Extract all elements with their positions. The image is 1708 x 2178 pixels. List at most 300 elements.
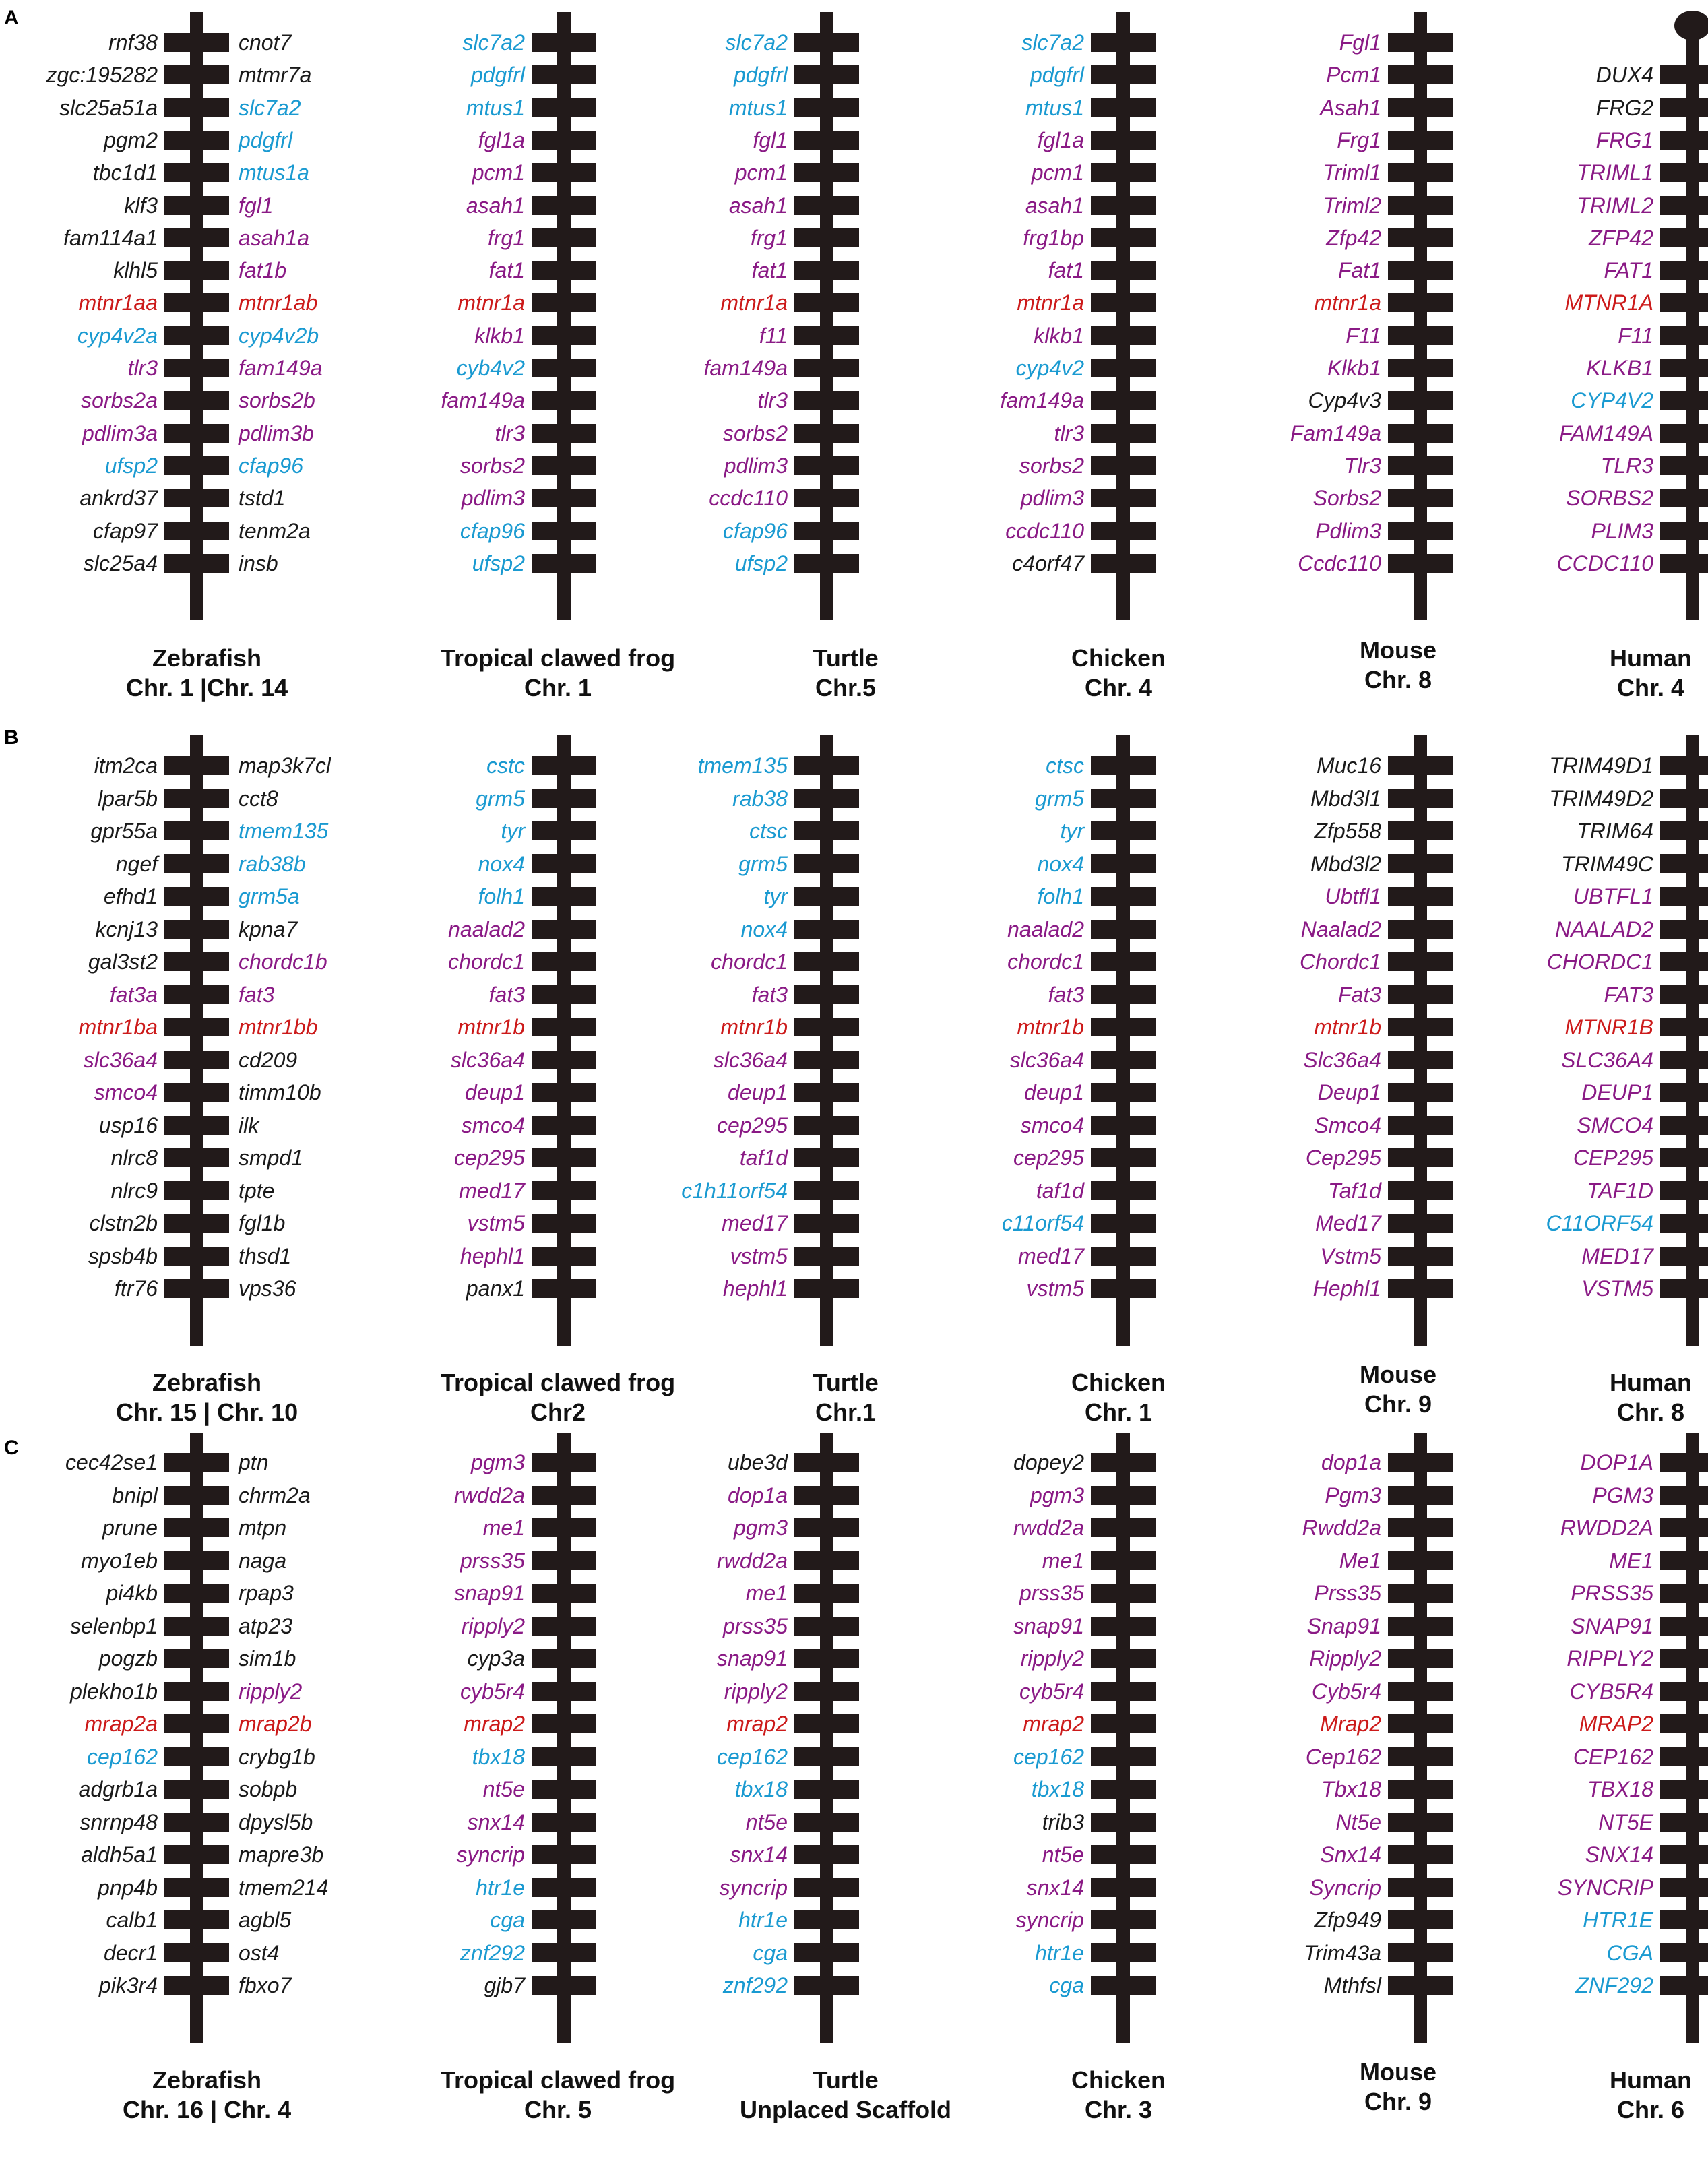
gene-label: mrap2a — [84, 1712, 158, 1736]
gene-block — [1660, 1247, 1708, 1266]
gene-block — [532, 131, 596, 150]
gene-block — [532, 1453, 596, 1472]
gene-block — [1091, 131, 1156, 150]
gene-block — [1388, 920, 1453, 939]
species-label: Zebrafish — [152, 644, 262, 672]
gene-label: naalad2 — [448, 916, 525, 941]
gene-label: fat3 — [751, 982, 788, 1007]
gene-label: naalad2 — [1007, 916, 1084, 941]
gene-block — [794, 1584, 859, 1603]
gene-label: CGA — [1606, 1940, 1653, 1965]
gene-label: znf292 — [722, 1973, 788, 1997]
gene-block — [1388, 1247, 1453, 1266]
gene-block — [532, 1747, 596, 1766]
gene-label: rnf38 — [108, 30, 158, 55]
gene-block — [1388, 196, 1453, 215]
gene-label: clstn2b — [89, 1211, 158, 1235]
gene-block — [532, 920, 596, 939]
gene-label: nox4 — [740, 916, 788, 941]
gene-block — [794, 756, 859, 775]
gene-label: Zfp558 — [1314, 819, 1381, 843]
gene-label: cep162 — [1013, 1744, 1084, 1769]
gene-label: fat1b — [239, 258, 287, 283]
gene-label: Nt5e — [1335, 1809, 1381, 1834]
gene-label: klhl5 — [113, 258, 158, 283]
gene-label: chordc1 — [448, 950, 525, 974]
gene-label: ptn — [239, 1450, 269, 1474]
gene-label: FAT1 — [1604, 258, 1653, 283]
gene-label: Rwdd2a — [1302, 1516, 1381, 1540]
gene-block — [164, 163, 229, 182]
gene-label: tyr — [1060, 819, 1084, 843]
gene-label: fam114a1 — [63, 225, 158, 250]
gene-block — [1388, 756, 1453, 775]
gene-block — [1660, 228, 1708, 247]
gene-label: slc36a4 — [450, 1047, 525, 1072]
gene-block — [1388, 293, 1453, 312]
gene-label: Tbx18 — [1321, 1777, 1381, 1801]
species-label: Turtle — [813, 644, 879, 672]
gene-block — [1091, 326, 1156, 345]
gene-block — [1660, 1910, 1708, 1929]
gene-block — [1091, 1878, 1156, 1897]
gene-label: SMCO4 — [1577, 1113, 1653, 1138]
gene-block — [532, 359, 596, 377]
gene-label: cyp3a — [467, 1646, 525, 1671]
gene-label: TAF1D — [1587, 1178, 1653, 1203]
gene-block — [532, 1148, 596, 1167]
gene-label: sobpb — [239, 1777, 298, 1801]
gene-label: rwdd2a — [1013, 1516, 1084, 1540]
gene-label: fgl1 — [239, 193, 274, 218]
chromosome-label: Unplaced Scaffold — [740, 2096, 952, 2123]
gene-block — [1091, 196, 1156, 215]
gene-block — [1091, 1051, 1156, 1069]
species-label: Chicken — [1071, 644, 1166, 672]
gene-block — [164, 1148, 229, 1167]
gene-block — [1660, 1214, 1708, 1233]
gene-label: fgl1a — [478, 127, 525, 152]
panel-letter: C — [4, 1437, 19, 1459]
gene-block — [1091, 1714, 1156, 1733]
gene-block — [1091, 456, 1156, 475]
gene-block — [1091, 1551, 1156, 1570]
gene-label: cyp4v2 — [1015, 356, 1084, 380]
gene-label: Cyp4v3 — [1308, 388, 1381, 413]
gene-block — [532, 1247, 596, 1266]
gene-block — [164, 98, 229, 117]
gene-label: slc36a4 — [1009, 1047, 1084, 1072]
gene-block — [1091, 1279, 1156, 1298]
gene-block — [1091, 1682, 1156, 1701]
gene-label: klkb1 — [474, 323, 525, 348]
gene-label: Hephl1 — [1312, 1276, 1381, 1301]
gene-block — [532, 1051, 596, 1069]
gene-block — [532, 1018, 596, 1036]
gene-label: Mbd3l2 — [1310, 851, 1381, 876]
gene-block — [1388, 131, 1453, 150]
gene-block — [164, 424, 229, 443]
gene-block — [1388, 1181, 1453, 1200]
gene-block — [532, 952, 596, 971]
gene-block — [532, 489, 596, 507]
gene-label: nlrc8 — [110, 1146, 158, 1170]
gene-block — [164, 789, 229, 808]
gene-block — [1388, 1813, 1453, 1832]
gene-block — [1660, 1943, 1708, 1962]
gene-block — [1660, 554, 1708, 573]
species-label: Human — [1610, 644, 1693, 672]
gene-block — [164, 1714, 229, 1733]
gene-label: ftr76 — [114, 1276, 158, 1301]
gene-label: C11ORF54 — [1546, 1211, 1653, 1235]
chromosome-label: Chr. 15 | Chr. 10 — [116, 1398, 298, 1426]
gene-label: tlr3 — [495, 421, 525, 445]
gene-label: mtnr1aa — [78, 290, 158, 315]
gene-block — [794, 821, 859, 840]
gene-block — [164, 1878, 229, 1897]
gene-block — [794, 952, 859, 971]
gene-block — [1388, 1018, 1453, 1036]
gene-block — [1388, 1148, 1453, 1167]
chromosome-label: Chr. 16 | Chr. 4 — [123, 2096, 292, 2123]
gene-block — [1388, 985, 1453, 1004]
gene-label: slc7a2 — [239, 95, 301, 120]
gene-label: fam149a — [1000, 388, 1084, 413]
gene-block — [1091, 1910, 1156, 1929]
gene-label: TRIML1 — [1577, 160, 1653, 185]
gene-label: slc7a2 — [1021, 30, 1084, 55]
gene-label: spsb4b — [88, 1243, 158, 1268]
gene-block — [1091, 1813, 1156, 1832]
gene-block — [532, 1518, 596, 1537]
gene-label: Zfp949 — [1314, 1908, 1381, 1932]
gene-block — [1388, 1486, 1453, 1505]
gene-block — [1091, 1486, 1156, 1505]
gene-block — [794, 1813, 859, 1832]
gene-label: atp23 — [239, 1613, 293, 1638]
gene-label: dop1a — [1321, 1450, 1381, 1474]
gene-label: htr1e — [476, 1875, 525, 1900]
gene-label: Triml2 — [1323, 193, 1381, 218]
gene-block — [1660, 293, 1708, 312]
gene-block — [532, 1845, 596, 1864]
gene-block — [1388, 1943, 1453, 1962]
gene-label: asah1 — [728, 193, 788, 218]
gene-label: F11 — [1618, 323, 1653, 348]
gene-block — [1660, 1780, 1708, 1799]
gene-label: htr1e — [738, 1908, 788, 1932]
gene-block — [1660, 131, 1708, 150]
gene-label: vstm5 — [730, 1243, 788, 1268]
chromosome-label: Chr. 8 — [1617, 1398, 1685, 1426]
gene-block — [1388, 98, 1453, 117]
gene-block — [1388, 1584, 1453, 1603]
gene-block — [1660, 1116, 1708, 1135]
gene-label: PGM3 — [1592, 1483, 1653, 1507]
gene-label: Me1 — [1339, 1548, 1381, 1573]
gene-block — [164, 1617, 229, 1636]
gene-label: mtus1a — [239, 160, 309, 185]
gene-label: klkb1 — [1034, 323, 1084, 348]
chromosome-label: Chr.5 — [815, 674, 877, 702]
gene-label: gjb7 — [484, 1973, 525, 1997]
gene-label: Deup1 — [1317, 1080, 1381, 1104]
gene-block — [794, 1551, 859, 1570]
chromosome-label: Chr. 1 — [1085, 1398, 1153, 1426]
gene-label: DUX4 — [1595, 63, 1653, 88]
gene-label: fat1 — [751, 258, 788, 283]
gene-block — [164, 293, 229, 312]
gene-block — [1091, 1780, 1156, 1799]
gene-label: pdlim3 — [461, 486, 525, 511]
gene-block — [794, 456, 859, 475]
gene-label: slc25a4 — [83, 551, 158, 575]
gene-block — [164, 854, 229, 873]
gene-block — [1091, 65, 1156, 84]
gene-block — [1388, 326, 1453, 345]
gene-block — [1388, 854, 1453, 873]
gene-label: smco4 — [94, 1080, 158, 1104]
gene-block — [164, 952, 229, 971]
gene-block — [1388, 1682, 1453, 1701]
gene-block — [1388, 456, 1453, 475]
gene-label: pcm1 — [472, 160, 525, 185]
gene-label: F11 — [1346, 323, 1381, 348]
gene-label: snap91 — [717, 1646, 788, 1671]
gene-block — [532, 1083, 596, 1102]
gene-block — [1660, 756, 1708, 775]
gene-label: mtus1 — [728, 95, 788, 120]
gene-label: Cyb5r4 — [1311, 1679, 1381, 1704]
gene-label: dopey2 — [1013, 1450, 1084, 1474]
chromosome-label: Chr. 1 |Chr. 14 — [126, 674, 288, 702]
gene-block — [1388, 789, 1453, 808]
gene-block — [1660, 359, 1708, 377]
gene-label: PRSS35 — [1571, 1581, 1653, 1605]
gene-block — [532, 456, 596, 475]
gene-block — [532, 1714, 596, 1733]
species-label: Zebrafish — [152, 1369, 262, 1396]
gene-block — [1388, 952, 1453, 971]
gene-block — [1660, 1148, 1708, 1167]
gene-label: rab38b — [239, 851, 306, 876]
gene-block — [794, 196, 859, 215]
gene-label: PLIM3 — [1591, 518, 1653, 543]
gene-label: pogzb — [98, 1646, 158, 1671]
gene-block — [1660, 424, 1708, 443]
gene-block — [1091, 1116, 1156, 1135]
gene-label: crybg1b — [239, 1744, 315, 1769]
gene-block — [1091, 1148, 1156, 1167]
gene-label: asah1 — [466, 193, 525, 218]
gene-block — [532, 65, 596, 84]
gene-label: klf3 — [124, 193, 158, 218]
gene-block — [164, 887, 229, 906]
gene-label: Trim43a — [1304, 1940, 1381, 1965]
gene-label: ZNF292 — [1575, 1973, 1653, 1997]
gene-label: snap91 — [1013, 1613, 1084, 1638]
gene-label: CYP4V2 — [1571, 388, 1653, 413]
gene-label: NT5E — [1598, 1809, 1653, 1834]
gene-label: fgl1 — [753, 127, 788, 152]
gene-label: chrm2a — [239, 1483, 311, 1507]
gene-block — [794, 163, 859, 182]
gene-block — [164, 1780, 229, 1799]
panel-letter: A — [4, 7, 19, 29]
gene-block — [164, 1649, 229, 1668]
gene-label: c4orf47 — [1012, 551, 1084, 575]
gene-block — [164, 1518, 229, 1537]
gene-block — [1660, 1518, 1708, 1537]
gene-label: cyp4v2a — [77, 323, 158, 348]
gene-block — [164, 33, 229, 52]
gene-block — [794, 1682, 859, 1701]
gene-label: mapre3b — [239, 1842, 324, 1867]
gene-block — [164, 1910, 229, 1929]
gene-block — [794, 1181, 859, 1200]
gene-block — [794, 65, 859, 84]
gene-label: cyb4v2 — [456, 356, 525, 380]
gene-label: CYB5R4 — [1569, 1679, 1653, 1704]
gene-label: grm5 — [738, 851, 788, 876]
gene-label: Mrap2 — [1320, 1712, 1381, 1736]
gene-block — [1660, 1714, 1708, 1733]
gene-label: fam149a — [703, 356, 788, 380]
gene-label: plekho1b — [70, 1679, 158, 1704]
gene-block — [1091, 920, 1156, 939]
gene-label: ctsc — [1046, 753, 1084, 778]
gene-block — [1091, 854, 1156, 873]
gene-block — [1660, 98, 1708, 117]
gene-label: Muc16 — [1316, 753, 1381, 778]
gene-block — [532, 1279, 596, 1298]
gene-label: FRG2 — [1595, 95, 1653, 120]
gene-label: mtnr1ba — [78, 1015, 158, 1039]
gene-block — [1091, 554, 1156, 573]
gene-label: fam149a — [239, 356, 323, 380]
species-label: Mouse — [1360, 2058, 1437, 2086]
gene-label: pdlim3a — [82, 421, 158, 445]
gene-label: FAT3 — [1604, 982, 1653, 1007]
gene-block — [1388, 359, 1453, 377]
gene-label: Zfp42 — [1326, 225, 1381, 250]
gene-block — [1388, 1083, 1453, 1102]
gene-label: med17 — [459, 1178, 525, 1203]
gene-label: hephl1 — [722, 1276, 788, 1301]
gene-block — [1388, 522, 1453, 540]
gene-block — [794, 1780, 859, 1799]
gene-label: slc36a4 — [83, 1047, 158, 1072]
gene-label: pgm2 — [103, 127, 158, 152]
gene-block — [1660, 952, 1708, 971]
gene-block — [1660, 1551, 1708, 1570]
gene-label: c1h11orf54 — [681, 1178, 788, 1203]
gene-label: nt5e — [482, 1777, 525, 1801]
gene-block — [794, 1747, 859, 1766]
gene-label: Smco4 — [1314, 1113, 1381, 1138]
gene-label: Snap91 — [1306, 1613, 1381, 1638]
gene-label: pik3r4 — [98, 1973, 158, 1997]
gene-label: snap91 — [454, 1581, 525, 1605]
species-label: Chicken — [1071, 1369, 1166, 1396]
gene-label: frg1 — [487, 225, 525, 250]
gene-label: Sorbs2 — [1312, 486, 1381, 511]
gene-block — [532, 985, 596, 1004]
gene-block — [1660, 821, 1708, 840]
gene-label: hephl1 — [460, 1243, 525, 1268]
gene-label: deup1 — [1024, 1080, 1084, 1104]
gene-label: Syncrip — [1309, 1875, 1381, 1900]
gene-block — [794, 1943, 859, 1962]
chromosome-label: Chr. 9 — [1364, 1390, 1432, 1418]
gene-block — [164, 1943, 229, 1962]
gene-block — [1660, 1845, 1708, 1864]
gene-block — [794, 1214, 859, 1233]
gene-label: Fat1 — [1337, 258, 1381, 283]
species-label: Human — [1610, 1369, 1693, 1396]
gene-label: gpr55a — [90, 819, 158, 843]
gene-label: Pgm3 — [1325, 1483, 1381, 1507]
gene-block — [164, 1551, 229, 1570]
gene-block — [1660, 920, 1708, 939]
gene-label: taf1d — [1036, 1178, 1084, 1203]
gene-label: Ubtfl1 — [1325, 884, 1381, 908]
gene-label: lpar5b — [98, 786, 158, 811]
gene-label: Fam149a — [1290, 421, 1381, 445]
gene-block — [164, 326, 229, 345]
gene-block — [1660, 985, 1708, 1004]
gene-block — [164, 1976, 229, 1995]
gene-label: rwdd2a — [717, 1548, 788, 1573]
gene-block — [1091, 1083, 1156, 1102]
gene-block — [794, 1148, 859, 1167]
gene-block — [532, 887, 596, 906]
gene-label: Asah1 — [1320, 95, 1381, 120]
gene-block — [1660, 456, 1708, 475]
gene-block — [532, 854, 596, 873]
gene-label: cd209 — [239, 1047, 298, 1072]
gene-label: snx14 — [467, 1809, 525, 1834]
gene-block — [1660, 1682, 1708, 1701]
gene-block — [1091, 391, 1156, 410]
gene-block — [532, 1780, 596, 1799]
gene-block — [532, 1682, 596, 1701]
gene-label: fat3 — [1048, 982, 1084, 1007]
gene-block — [1388, 1845, 1453, 1864]
gene-label: aldh5a1 — [81, 1842, 158, 1867]
gene-block — [532, 1551, 596, 1570]
gene-label: ZFP42 — [1588, 225, 1653, 250]
gene-block — [532, 326, 596, 345]
gene-label: Chordc1 — [1300, 950, 1381, 974]
gene-block — [794, 391, 859, 410]
gene-block — [1388, 1780, 1453, 1799]
gene-label: Pcm1 — [1326, 63, 1381, 88]
gene-label: nox4 — [1037, 851, 1084, 876]
gene-label: slc7a2 — [462, 30, 525, 55]
gene-block — [1660, 1051, 1708, 1069]
gene-block — [1388, 1214, 1453, 1233]
gene-block — [164, 985, 229, 1004]
gene-block — [164, 1584, 229, 1603]
gene-label: ccdc110 — [1005, 518, 1084, 543]
gene-label: map3k7cl — [239, 753, 331, 778]
gene-label: ost4 — [239, 1940, 280, 1965]
gene-block — [1660, 522, 1708, 540]
gene-block — [1388, 1910, 1453, 1929]
chromosome-label: Chr. 5 — [524, 2096, 592, 2123]
